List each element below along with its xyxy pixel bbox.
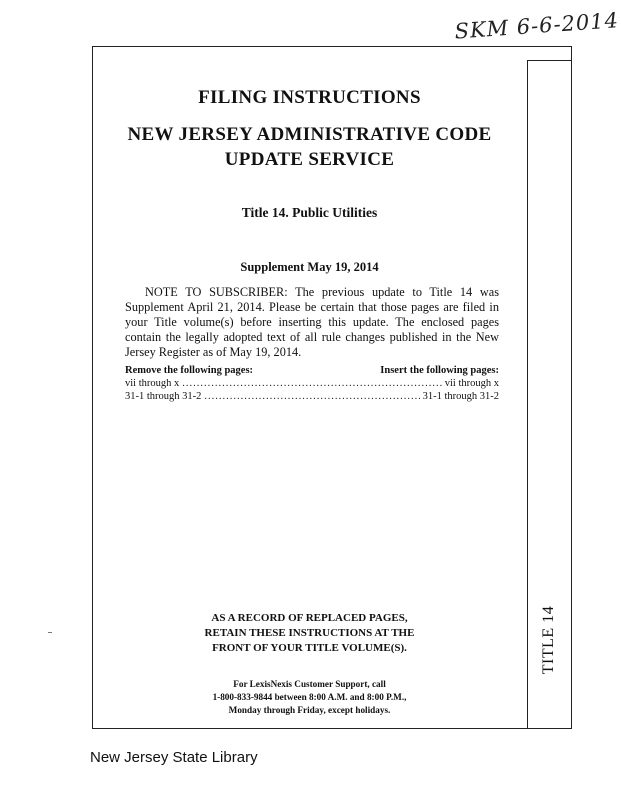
leader-dots (204, 391, 419, 402)
subtitle-line: NEW JERSEY ADMINISTRATIVE CODE (127, 124, 492, 145)
title-tab-label: TITLE 14 (540, 605, 557, 675)
leader-dots (182, 378, 442, 389)
page-row (125, 391, 499, 402)
support-line: For LexisNexis Customer Support, call (233, 679, 386, 689)
record-line: AS A RECORD OF REPLACED PAGES, (211, 612, 408, 624)
page-title: FILING INSTRUCTIONS (198, 87, 421, 108)
support-line: 1-800-833-9844 between 8:00 A.M. and 8:00 P.M., (212, 692, 407, 702)
title-heading: Title 14. Public Utilities (241, 205, 378, 220)
supplement-date: Supplement May 19, 2014 (240, 260, 379, 274)
remove-pages: 31-1 through 31-2 (125, 391, 202, 402)
handwritten-note: SKM 6-6-2014 (453, 8, 620, 44)
subscriber-note: NOTE TO SUBSCRIBER: The previous update to Title 14 was Supplement April 21, 2014. Please be certain that those pages are filed in your Title volume(s) before inserting this update. The enclosed pages contain the legally adopted text of all rule changes published in the New Jersey Register as of May 19, 2014. (125, 285, 499, 359)
library-footer: New Jersey State Library (90, 749, 258, 766)
remove-pages-header: Remove the following pages: (125, 365, 254, 376)
pages-header (125, 365, 499, 376)
insert-pages-header: Insert the following pages: (380, 365, 499, 376)
insert-pages: vii through x (444, 378, 499, 389)
page-subtitle (92, 122, 527, 172)
page-row (125, 378, 499, 389)
record-line: RETAIN THESE INSTRUCTIONS AT THE (204, 627, 415, 639)
support-line: Monday through Friday, except holidays. (228, 705, 391, 715)
document-content (92, 46, 527, 729)
record-line: FRONT OF YOUR TITLE VOLUME(S). (212, 642, 407, 654)
insert-pages: 31-1 through 31-2 (422, 391, 499, 402)
support-info (92, 678, 527, 717)
remove-pages: vii through x (125, 378, 180, 389)
record-notice (92, 611, 527, 656)
margin-mark (48, 632, 52, 633)
subtitle-line: UPDATE SERVICE (224, 149, 395, 170)
